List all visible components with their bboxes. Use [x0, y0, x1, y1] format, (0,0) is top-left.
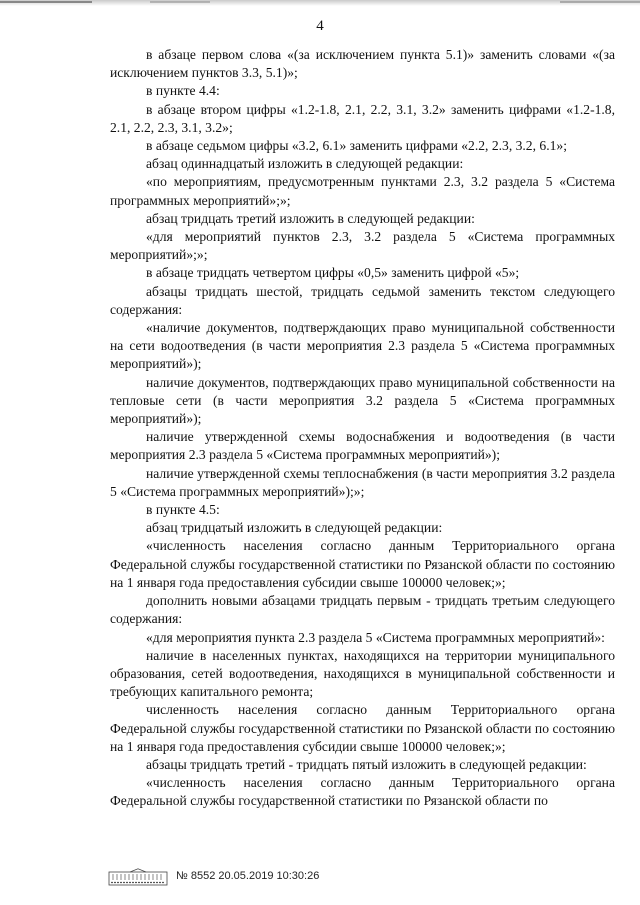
document-paragraph: численность населения согласно данным Территориального органа Федеральной службы государственной статистики по Рязанской области по состоянию на 1 января года предоставления субсидии свыше 100000 человек;»;	[110, 702, 615, 754]
document-paragraph: наличие документов, подтверждающих право муниципальной собственности на тепловые сети (в части мероприятия 3.2 раздела 5 «Система программных мероприятий»);	[110, 374, 615, 427]
document-paragraph: «для мероприятия пункта 2.3 раздела 5 «Система программных мероприятий»:	[146, 629, 605, 645]
document-paragraph: наличие утвержденной схемы водоснабжения и водоотведения (в части мероприятия 2.3 раздела 5 «Система программных мероприятий»);	[110, 429, 615, 463]
scan-artifact	[150, 1, 210, 3]
page-footer	[108, 868, 468, 888]
document-body	[110, 46, 615, 811]
document-paragraph: «наличие документов, подтверждающих право муниципальной собственности на сети водоотведения (в части мероприятия 2.3 раздела 5 «Система программных мероприятий»);	[110, 320, 615, 372]
scan-edge	[0, 0, 640, 6]
document-paragraph: в абзаце втором цифры «1.2-1.8, 2.1, 2.2, 3.1, 3.2» заменить цифрами «1.2-1.8, 2.1, 2.2, 2.3, 3.1, 3.2»;	[110, 101, 615, 135]
document-paragraph: в пункте 4.5:	[146, 502, 220, 518]
document-paragraph: наличие утвержденной схемы теплоснабжения (в части мероприятия 3.2 раздела 5 «Система программных мероприятий»);»;	[110, 465, 615, 499]
document-paragraph: «для мероприятий пунктов 2.3, 3.2 раздела 5 «Система программных мероприятий»;»;	[110, 229, 615, 263]
document-paragraph: абзацы тридцать третий - тридцать пятый изложить в следующей редакции:	[146, 756, 587, 772]
document-paragraph: дополнить новыми абзацами тридцать первым - тридцать третьим следующего содержания:	[110, 593, 615, 627]
registration-stamp: № 8552 20.05.2019 10:30:26	[176, 870, 320, 882]
document-paragraph: в абзаце первом слова «(за исключением пункта 5.1)» заменить словами «(за исключением пунктов 3.3, 5.1)»;	[110, 47, 615, 81]
document-paragraph: «численность населения согласно данным Территориального органа Федеральной службы государственной статистики по Рязанской области по состоянию на 1 января года предоставления субсидии свыше 100000 человек;»;	[110, 538, 615, 590]
document-paragraph: наличие в населенных пунктах, находящихся на территории муниципального образования, сетей водоотведения, находящихся в муниципальной собственности и требующих капитального ремонта;	[110, 647, 615, 700]
document-paragraph: абзац тридцать третий изложить в следующей редакции:	[146, 210, 475, 226]
document-paragraph: в абзаце седьмом цифры «3.2, 6.1» заменить цифрами «2.2, 2.3, 3.2, 6.1»;	[146, 138, 567, 154]
page-number: 4	[316, 18, 324, 34]
document-paragraph: «численность населения согласно данным Территориального органа Федеральной службы государственной статистики по Рязанской области по	[110, 775, 615, 809]
scan-artifact	[0, 1, 92, 3]
printing-house-seal-icon	[108, 868, 168, 886]
document-paragraph: абзац тридцатый изложить в следующей редакции:	[146, 520, 443, 536]
document-paragraph: в пункте 4.4:	[146, 83, 220, 99]
scan-artifact	[560, 1, 640, 3]
document-paragraph: в абзаце тридцать четвертом цифры «0,5» заменить цифрой «5»;	[146, 265, 520, 281]
document-paragraph: абзац одиннадцатый изложить в следующей редакции:	[146, 156, 464, 172]
document-paragraph: «по мероприятиям, предусмотренным пунктами 2.3, 3.2 раздела 5 «Система программных мероприятий»;»;	[110, 174, 615, 208]
document-paragraph: абзацы тридцать шестой, тридцать седьмой заменить текстом следующего содержания:	[110, 283, 615, 317]
